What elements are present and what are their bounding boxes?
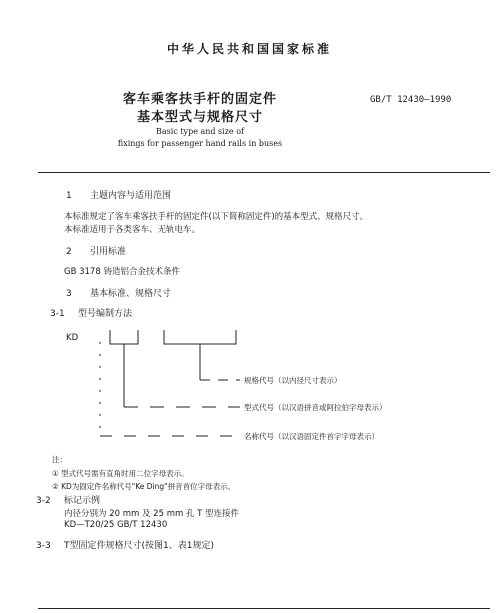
standard-number: GB/T 12430—1990 — [370, 95, 452, 105]
section-3-3-title: T型固定件规格尺寸(按图1、表1规定) — [64, 541, 214, 551]
footer-divider — [38, 608, 490, 609]
section-1-title: 主题内容与适用范围 — [90, 191, 172, 201]
label-type-code: 型式代号（以汉语拼音或阿拉伯字母表示） — [244, 403, 387, 412]
section-1-number: 1 — [66, 191, 72, 201]
section-3-2-heading — [36, 493, 100, 506]
section-3-2-number: 3-2 — [36, 496, 51, 506]
english-title-line-1: Basic type and size of — [156, 127, 244, 136]
note-title: 注： — [52, 455, 67, 464]
note-2: ② KD为固定件名称代号"Ke Ding"拼音首位字母表示。 — [52, 482, 236, 491]
section-2-title: 引用标准 — [90, 247, 127, 257]
english-title-line-2: fixings for passenger hand rails in buses — [117, 139, 283, 148]
bracket-2 — [164, 330, 236, 344]
note-1: ① 型式代号需有直角时用二位字母表示。 — [52, 469, 189, 478]
label-spec-code: 规格代号（以内径尺寸表示） — [244, 376, 342, 385]
section-3-2-paragraph-1: 内径分别为 20 mm 及 25 mm 孔 T 型连接件 — [64, 509, 240, 519]
section-1-paragraph-1: 本标准规定了客车乘客扶手杆的固定件(以下简称固定件)的基本型式、规格尺寸。 — [64, 212, 369, 222]
section-3-2-paragraph-2: KD—T20/25 GB/T 12430 — [64, 520, 168, 530]
code-prefix: KD — [66, 333, 79, 343]
title-line-1: 客车乘客扶手杆的固定件 — [122, 92, 277, 107]
section-3-3-number: 3-3 — [36, 541, 51, 551]
label-name-code: 名称代号（以汉语固定件首字字母表示） — [244, 432, 379, 441]
section-1-paragraph-2: 本标准适用于各类客车、无轨电车。 — [64, 225, 201, 235]
title-line-2: 基本型式与规格尺寸 — [136, 110, 263, 125]
bracket-1 — [110, 330, 138, 344]
section-3-title: 基本标准、规格尺寸 — [90, 289, 172, 299]
section-2-number: 2 — [66, 247, 72, 257]
section-3-1-title: 型号编制方法 — [78, 309, 133, 319]
section-3-2-title: 标记示例 — [64, 496, 101, 506]
section-2-paragraph-1: GB 3178 铸造铝合金技术条件 — [64, 267, 180, 277]
standard-header: 中华人民共和国国家标准 — [166, 42, 332, 56]
section-3-3-heading — [36, 538, 214, 551]
section-3-1-number: 3-1 — [50, 309, 65, 319]
section-3-number: 3 — [66, 289, 72, 299]
